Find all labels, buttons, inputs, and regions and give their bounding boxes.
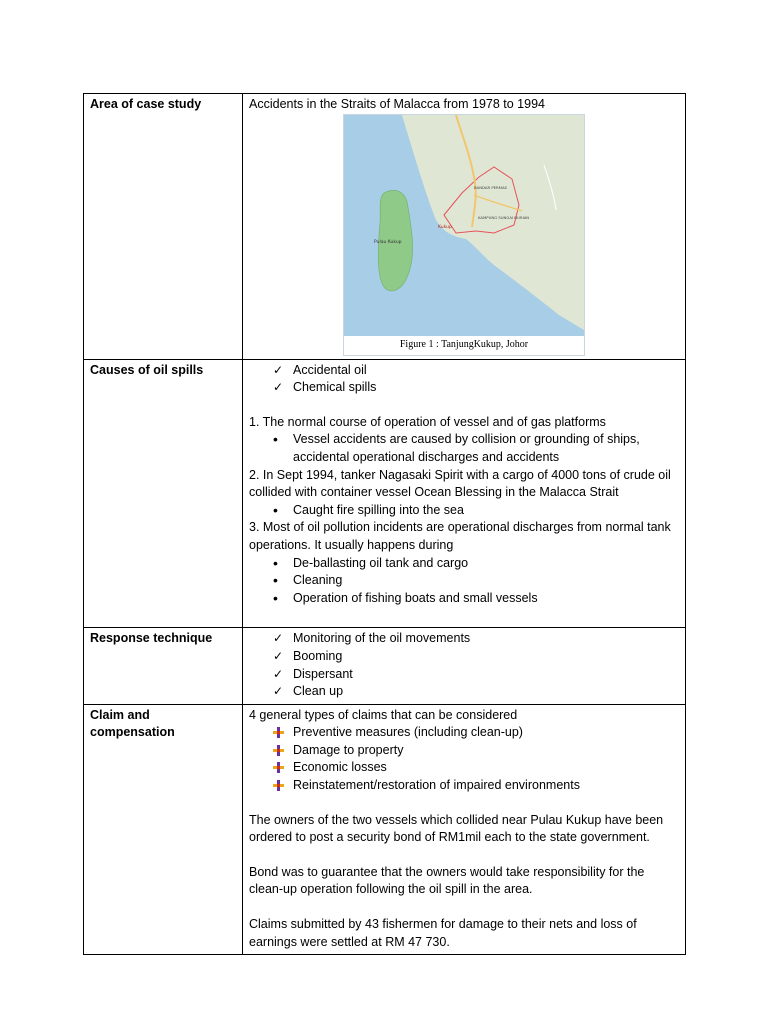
row-area [84,94,686,360]
map-image [344,115,584,336]
list-item: ✓ Booming [249,648,679,666]
response-check-list [249,630,679,700]
map-label-town: Kukup [438,224,452,230]
bullet-icon: • [273,589,278,606]
causes-check-list [249,362,679,397]
map-svg [344,115,584,336]
claim-paragraph-3: Claims submitted by 43 fishermen for damage to their nets and loss of earnings were settled at RM 47 730. [249,917,637,949]
claim-intro: 4 general types of claims that can be considered [249,707,518,722]
causes-point-1: 1. The normal course of operation of vessel and of gas platforms [249,414,606,429]
label-response: Response technique [84,628,243,704]
causes-bullets-2 [249,502,679,520]
causes-point-2: 2. In Sept 1994, tanker Nagasaki Spirit with a cargo of 4000 tons of crude oil collided with container vessel Ocean Blessing in the Malacca Strait [249,467,671,500]
checkmark-icon: ✓ [273,648,284,663]
causes-bullets-1 [249,431,679,466]
list-item: ✓ Accidental oil [249,362,679,380]
checkmark-icon: ✓ [273,666,284,681]
bullet-icon: • [273,431,278,448]
list-item: • Vessel accidents are caused by collision or grounding of ships, accidental operational discharges and accidents [273,431,640,464]
checkmark-icon: ✓ [273,631,284,646]
list-item: Reinstatement/restoration of impaired environments [249,777,679,795]
area-title: Accidents in the Straits of Malacca from 1978 to 1994 [249,97,545,111]
label-area: Area of case study [84,94,243,360]
flag-bullet-icon [273,745,284,756]
list-item: • Caught fire spilling into the sea [273,501,464,518]
map-figure [343,114,585,356]
content-causes [243,359,686,628]
row-claim [84,704,686,955]
list-item: ✓ Dispersant [249,666,679,684]
list-item: ✓ Monitoring of the oil movements [249,630,679,648]
checkmark-icon: ✓ [273,684,284,699]
content-area [243,94,686,360]
checkmark-icon: ✓ [273,380,284,395]
row-causes [84,359,686,628]
causes-point-3: 3. Most of oil pollution incidents are operational discharges from normal tank operations. It usually happens during [249,520,671,552]
list-item: ✓ Chemical spills [249,379,679,397]
content-claim [243,704,686,955]
flag-bullet-icon [273,762,284,773]
list-item: Damage to property [249,742,679,760]
list-item: ✓ Clean up [249,683,679,701]
checkmark-icon: ✓ [273,362,284,377]
bullet-icon: • [273,554,278,571]
row-response [84,628,686,704]
claim-paragraph-1: The owners of the two vessels which collided near Pulau Kukup have been ordered to post a security bond of RM1mil each to the state government. [249,812,664,845]
label-claim: Claim and compensation [84,704,243,955]
label-causes: Causes of oil spills [84,359,243,628]
claim-types-list [249,724,679,794]
case-study-table [83,93,686,955]
map-label-island: Pulau Kukup [374,239,402,245]
list-item: Preventive measures (including clean-up) [249,724,679,742]
causes-bullets-3 [249,555,679,608]
map-label-area2: KAMPUNG SUNGAI DURIAN [478,214,530,220]
content-response [243,628,686,704]
flag-bullet-icon [273,780,284,791]
list-item: Economic losses [249,759,679,777]
claim-paragraph-2: Bond was to guarantee that the owners would take responsibility for the clean-up operation following the oil spill in the area. [249,864,645,897]
bullet-icon: • [273,572,278,589]
flag-bullet-icon [273,727,284,738]
list-item: • De-ballasting oil tank and cargo [273,554,469,571]
bullet-icon: • [273,501,278,518]
map-caption: Figure 1 : TanjungKukup, Johor [399,338,529,350]
list-item: • Operation of fishing boats and small vessels [273,589,538,606]
list-item: • Cleaning [273,572,343,589]
map-label-area1: BANDAR PERMAS [474,184,507,190]
